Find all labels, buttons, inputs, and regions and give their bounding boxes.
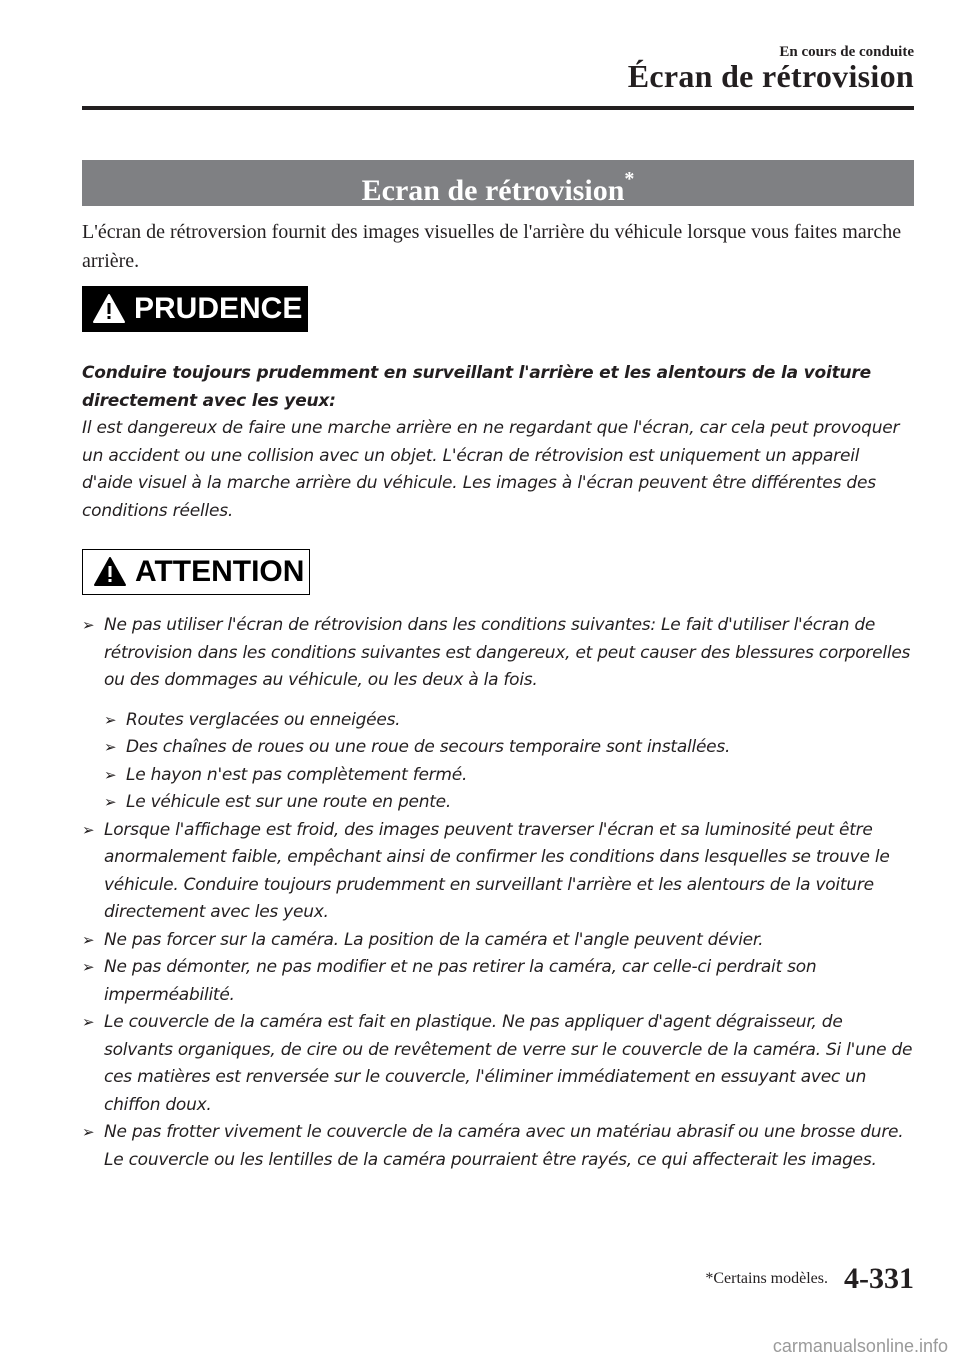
list-item-text: Ne pas démonter, ne pas modifier et ne pas retirer la caméra, car celle-ci perdrait son imperméabilité. [104, 957, 817, 1005]
list-item [82, 954, 916, 1009]
attention-label [82, 549, 310, 595]
bullet-arrow-icon: ➢ [82, 958, 95, 976]
sub-list-item-text: Routes verglacées ou enneigées. [126, 709, 401, 730]
running-header-section: En cours de conduite [779, 44, 914, 60]
running-header-title: Écran de rétrovision [627, 58, 914, 94]
prudence-label [82, 286, 308, 332]
prudence-text [82, 360, 912, 525]
sub-list-item [82, 789, 916, 817]
list-item [82, 1119, 916, 1174]
list-item [82, 1009, 916, 1119]
list-item-text: Lorsque l'affichage est froid, des images peuvent traverser l'écran et sa luminosité peut être anormalement faible, empêchant ainsi de confirmer les conditions dans lesquelles se trouve le véhicule. Conduire toujours prudemment en surveillant l'arrière et les alentours de la voiture directement avec les yeux. [104, 819, 890, 922]
sub-list-item [82, 762, 916, 790]
warning-triangle-icon [92, 293, 126, 325]
watermark: carmanualsonline.info [772, 1336, 948, 1356]
list-item-text: Ne pas forcer sur la caméra. La position de la caméra et l'angle peuvent dévier. [104, 929, 764, 950]
sub-list-item-text: Le véhicule est sur une route en pente. [126, 792, 452, 812]
bullet-arrow-icon: ➢ [104, 738, 117, 756]
bullet-arrow-icon: ➢ [104, 710, 117, 729]
bullet-arrow-icon: ➢ [82, 1123, 95, 1141]
section-title: Ecran de rétrovision [361, 174, 625, 207]
attention-list [82, 612, 916, 1174]
bullet-arrow-icon: ➢ [82, 820, 95, 839]
prudence-bold-text: Conduire toujours prudemment en surveillant l'arrière et les alentours de la voiture directement avec les yeux: [82, 363, 871, 411]
prudence-body-text: Il est dangereux de faire une marche arrière en ne regardant que l'écran, car cela peut provoquer un accident ou une collision avec un objet. L'écran de rétrovision est uniquement un appareil d'aide visuel à la marche arrière du véhicule. Les images à l'écran peuvent être différentes des conditions réelles. [82, 418, 900, 521]
attention-label-text: ATTENTION [135, 555, 305, 588]
sub-list-item [82, 707, 916, 735]
bullet-arrow-icon: ➢ [82, 1013, 95, 1031]
list-item-text: Ne pas frotter vivement le couvercle de la caméra avec un matériau abrasif ou une brosse dure. Le couvercle ou les lentilles de la caméra pourraient être rayés, ce qui affecterait les images. [104, 1122, 904, 1170]
intro-paragraph: L'écran de rétroversion fournit des images visuelles de l'arrière du véhicule lorsque vous faites marche arrière. [82, 221, 902, 272]
list-item [82, 612, 916, 695]
sub-list-item-text: Des chaînes de roues ou une roue de secours temporaire sont installées. [126, 737, 731, 757]
list-item [82, 927, 916, 955]
bullet-arrow-icon: ➢ [104, 765, 117, 784]
footnote: *Certains modèles. [705, 1270, 828, 1287]
section-banner [82, 160, 914, 206]
bullet-arrow-icon: ➢ [82, 616, 95, 634]
sub-list-item [82, 734, 916, 762]
list-item [82, 817, 916, 927]
model-footnote-mark: * [624, 168, 635, 190]
prudence-label-text: PRUDENCE [134, 292, 303, 325]
page-number: 4-331 [844, 1262, 914, 1295]
list-item-text: Ne pas utiliser l'écran de rétrovision dans les conditions suivantes: Le fait d'utiliser l'écran de rétrovision dans les conditions suivantes est dangereux, et peut causer des blessures corporelles ou des dommages au véhicule, ou les deux à la fois. [104, 615, 911, 690]
header-rule [82, 106, 914, 110]
bullet-arrow-icon: ➢ [104, 793, 117, 811]
bullet-arrow-icon: ➢ [82, 930, 95, 949]
list-item-text: Le couvercle de la caméra est fait en plastique. Ne pas appliquer d'agent dégraisseur, de solvants organiques, de cire ou de revêtement de verre sur le couvercle de la caméra. Si l'une de ces matières est renversée sur le couvercle, l'éliminer immédiatement en essuyant avec un chiffon doux. [104, 1012, 913, 1115]
sub-list-item-text: Le hayon n'est pas complètement fermé. [126, 764, 468, 785]
warning-triangle-icon [93, 556, 127, 588]
